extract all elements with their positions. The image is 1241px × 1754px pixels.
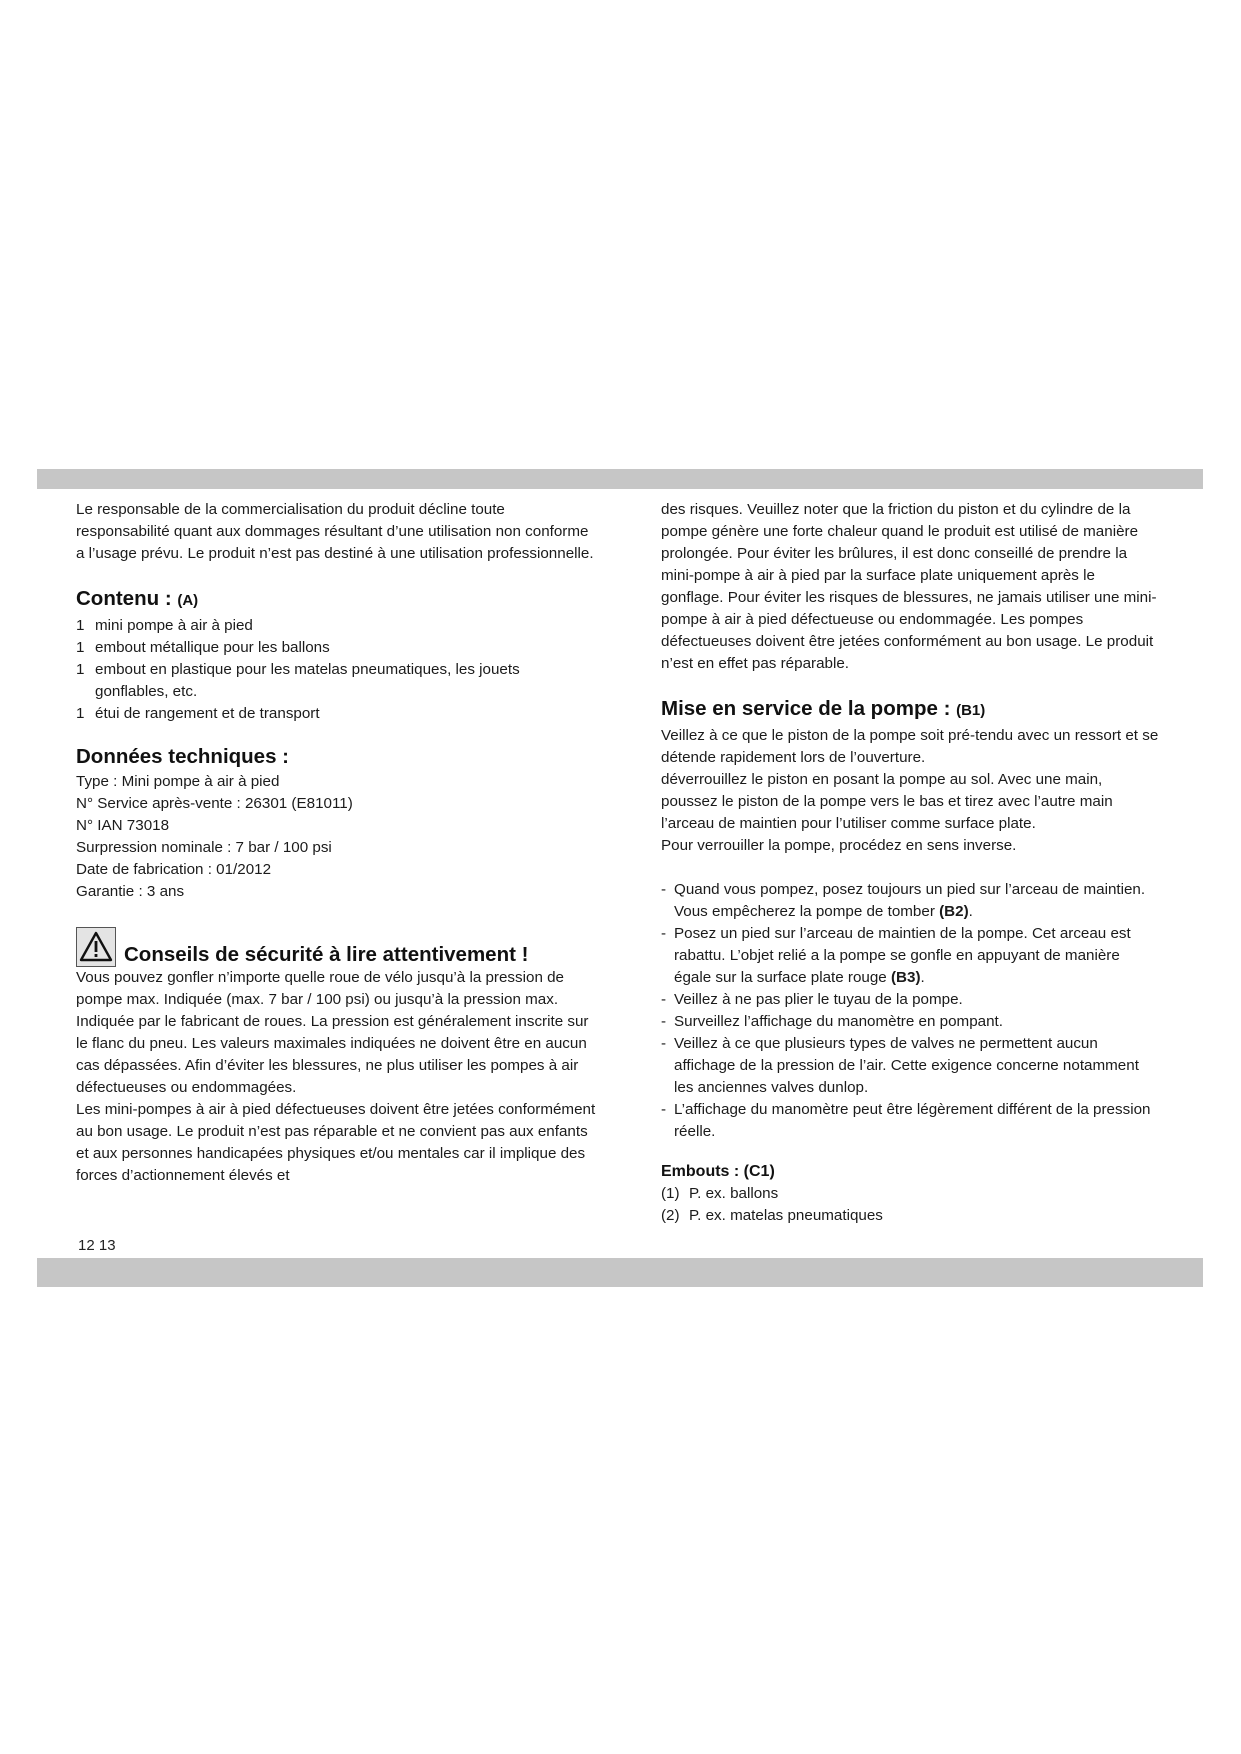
list-item: - Veillez à ne pas plier le tuyau de la pompe.: [661, 991, 963, 1008]
donnees-line: N° Service après-vente : 26301 (E81011): [76, 795, 353, 812]
mise-paragraph-3: Pour verrouiller la pompe, procédez en sens inverse.: [661, 837, 1017, 854]
list-item: (1) P. ex. ballons: [661, 1185, 779, 1202]
contenu-list: [76, 615, 596, 725]
top-gray-band: [37, 469, 1203, 489]
page-numbers: 12 13: [78, 1237, 116, 1254]
embouts-heading: Embouts : (C1): [661, 1163, 775, 1180]
conseils-paragraph-2: Les mini-pompes à air à pied défectueuses doivent être jetées conformément au bon usage. Le produit n’est pas réparable et ne convient pas aux enfants et aux personnes handicapées physiques et/ou mentales car il implique des forces d’actionnement élevés et: [76, 1101, 596, 1184]
embouts-list: [661, 1183, 1161, 1227]
donnees-line: Date de fabrication : 01/2012: [76, 861, 272, 878]
list-item: 1 mini pompe à air à pied: [76, 617, 253, 634]
list-item: - Veillez à ce que plusieurs types de valves ne permettent aucun affichage de la pression de l’air. Cette exigence concerne notamment les anciennes valves dunlop.: [661, 1035, 1139, 1096]
mise-heading: Mise en service de la pompe : (B1): [661, 697, 986, 720]
donnees-heading: Données techniques :: [76, 745, 290, 768]
conseils-heading-row: [76, 927, 596, 967]
list-item: - Surveillez l’affichage du manomètre en pompant.: [661, 1013, 1003, 1030]
bottom-gray-band: [37, 1258, 1203, 1287]
list-item: - Posez un pied sur l’arceau de maintien de la pompe. Cet arceau est rabattu. L’objet relié a la pompe se gonfle en appuyant de manière égale sur la surface plate rouge (B3).: [661, 925, 1131, 986]
donnees-line: N° IAN 73018: [76, 817, 170, 834]
list-item: 1 embout métallique pour les ballons: [76, 639, 330, 656]
donnees-lines: [76, 771, 596, 903]
warning-icon: [76, 927, 116, 967]
contenu-ref: (A): [177, 592, 199, 609]
left-column: [76, 499, 596, 1187]
donnees-line: Garantie : 3 ans: [76, 883, 185, 900]
contenu-heading: Contenu : (A): [76, 587, 199, 610]
mise-paragraph-2: déverrouillez le piston en posant la pompe au sol. Avec une main, poussez le piston de la pompe vers le bas et tirez avec l’autre main l’arceau de maintien pour l’utiliser comme surface plate.: [661, 771, 1113, 832]
instructions-list: [661, 879, 1161, 1143]
intro-paragraph: Le responsable de la commercialisation du produit décline toute responsabilité quant aux dommages résultant d’une utilisation non conforme a l’usage prévu. Le produit n’est pas destiné à une utilisation professionnelle.: [76, 501, 594, 562]
donnees-line: Surpression nominale : 7 bar / 100 psi: [76, 839, 332, 856]
continued-paragraph: des risques. Veuillez noter que la friction du piston et du cylindre de la pompe génère une forte chaleur quand le produit est utilisé de manière prolongée. Pour éviter les brûlures, il est donc conseillé de prendre la mini-pompe à air à pied par la surface plate uniquement après le gonflage. Pour éviter les risques de blessures, ne jamais utiliser une mini-pompe à air à pied défectueuse ou endommagée. Les pompes défectueuses doivent être jetées conformément au bon usage. Le produit n’est en effet pas réparable.: [661, 501, 1157, 672]
conseils-paragraph-1: Vous pouvez gonfler n’importe quelle roue de vélo jusqu’à la pression de pompe max. Indiquée (max. 7 bar / 100 psi) ou jusqu’à la pression max. Indiquée par le fabricant de roues. La pression est généralement inscrite sur le flanc du pneu. Les valeurs maximales indiquées ne doivent être en aucun cas dépassées. Afin d’éviter les blessures, ne plus utiliser les pompes à air défectueuses ou endommagées.: [76, 969, 589, 1096]
right-column: [661, 499, 1161, 1227]
conseils-heading: Conseils de sécurité à lire attentivement !: [124, 943, 529, 966]
list-item: 1 embout en plastique pour les matelas pneumatiques, les jouets gonflables, etc.: [76, 661, 520, 700]
mise-ref: (B1): [956, 702, 986, 719]
list-item: 1 étui de rangement et de transport: [76, 705, 320, 722]
list-item: - L’affichage du manomètre peut être légèrement différent de la pression réelle.: [661, 1101, 1151, 1140]
donnees-line: Type : Mini pompe à air à pied: [76, 773, 280, 790]
list-item: - Quand vous pompez, posez toujours un pied sur l’arceau de maintien. Vous empêcherez la pompe de tomber (B2).: [661, 881, 1146, 920]
list-item: (2) P. ex. matelas pneumatiques: [661, 1207, 883, 1224]
mise-paragraph-1: Veillez à ce que le piston de la pompe soit pré-tendu avec un ressort et se détende rapidement lors de l’ouverture.: [661, 727, 1159, 766]
